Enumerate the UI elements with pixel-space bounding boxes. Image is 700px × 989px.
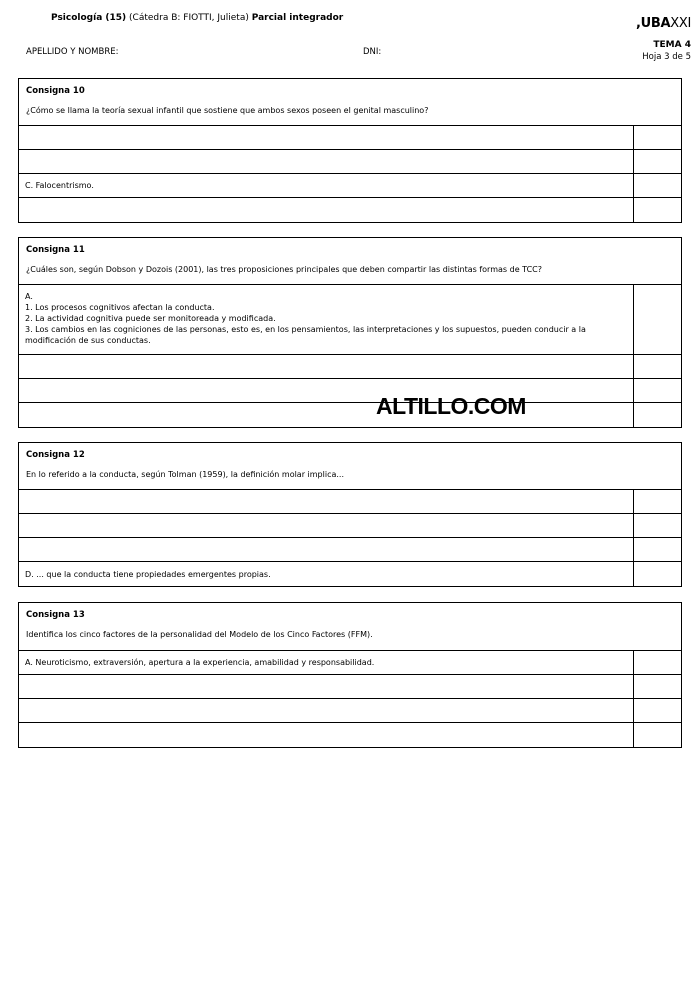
answer-row [19, 379, 681, 403]
course-name: Psicología (15) [51, 13, 127, 23]
logo-suffix: XXI [670, 16, 691, 31]
answer-row [19, 490, 681, 514]
answer-row [19, 723, 681, 747]
question-title: Consigna 10 [26, 86, 85, 96]
answer-row [19, 126, 681, 150]
answer-row [19, 562, 681, 586]
option-text [19, 126, 634, 149]
answer-line: A. [25, 292, 33, 301]
question-10 [18, 78, 682, 223]
question-text: ¿Cómo se llama la teoría sexual infantil que sostiene que ambos sexos poseen el genital masculino? [26, 106, 429, 115]
question-text: En lo referido a la conducta, según Tolman (1959), la definición molar implica... [26, 470, 345, 479]
answer-box[interactable] [634, 675, 681, 698]
option-text [19, 538, 634, 561]
answer-box[interactable] [634, 403, 681, 427]
option-text [19, 285, 634, 354]
answer-row [19, 651, 681, 675]
answer-box[interactable] [634, 285, 681, 354]
answer-line: 1. Los procesos cognitivos afectan la conducta. [25, 303, 215, 312]
option-text [19, 514, 634, 537]
answer-box[interactable] [634, 723, 681, 747]
option-text [19, 675, 634, 698]
question-header [19, 443, 681, 490]
answer-box[interactable] [634, 355, 681, 378]
answer-row [19, 150, 681, 174]
option-text: D. ... que la conducta tiene propiedades emergentes propias. [19, 562, 634, 586]
answer-line: 3. Los cambios en las cogniciones de las personas, esto es, en los pensamientos, las interpretaciones y los supuestos, pueden conducir a la modificación de sus conductas. [25, 325, 586, 345]
answer-line: 2. La actividad cognitiva puede ser monitoreada y modificada. [25, 314, 276, 323]
question-13 [18, 602, 682, 748]
question-header [19, 238, 681, 285]
answer-box[interactable] [634, 174, 681, 197]
question-title: Consigna 13 [26, 610, 85, 620]
option-text [19, 403, 634, 427]
answer-box[interactable] [634, 562, 681, 586]
option-text [19, 355, 634, 378]
answer-row [19, 675, 681, 699]
option-text [19, 723, 634, 747]
question-title: Consigna 12 [26, 450, 85, 460]
option-text [19, 699, 634, 722]
exam-type: Parcial integrador [251, 13, 344, 23]
answer-box[interactable] [634, 514, 681, 537]
option-text: C. Falocentrismo. [19, 174, 634, 197]
question-title: Consigna 11 [26, 245, 85, 255]
option-text [19, 379, 634, 402]
question-header [19, 603, 681, 651]
answer-box[interactable] [634, 379, 681, 402]
answer-box[interactable] [634, 490, 681, 513]
tema-label: TEMA 4 [653, 40, 691, 50]
answer-row [19, 355, 681, 379]
answer-row [19, 403, 681, 427]
dni-label: DNI: [363, 47, 382, 57]
answer-box[interactable] [634, 126, 681, 149]
answer-row [19, 174, 681, 198]
uba-xxi-logo: ,UBAXXI [635, 16, 691, 31]
question-text: ¿Cuáles son, según Dobson y Dozois (2001), las tres proposiciones principales que deben compartir las distintas formas de TCC? [26, 265, 542, 274]
answer-row [19, 198, 681, 222]
answer-box[interactable] [634, 699, 681, 722]
chair-name: (Cátedra B: FIOTTI, Julieta) [129, 13, 249, 23]
answer-box[interactable] [634, 150, 681, 173]
question-11 [18, 237, 682, 428]
answer-row [19, 285, 681, 355]
logo-main: UBA [640, 16, 671, 31]
answer-row [19, 514, 681, 538]
question-12 [18, 442, 682, 587]
answer-row [19, 699, 681, 723]
answer-box[interactable] [634, 538, 681, 561]
question-text: Identifica los cinco factores de la personalidad del Modelo de los Cinco Factores (FFM). [26, 630, 373, 639]
answer-box[interactable] [634, 651, 681, 674]
name-label: APELLIDO Y NOMBRE: [26, 47, 119, 57]
question-header [19, 79, 681, 126]
option-text [19, 490, 634, 513]
option-text [19, 150, 634, 173]
exam-header [51, 13, 343, 23]
option-text [19, 198, 634, 222]
answer-box[interactable] [634, 198, 681, 222]
altillo-watermark: ALTILLO.COM [376, 393, 526, 419]
page-number: Hoja 3 de 5 [642, 52, 691, 62]
answer-row [19, 538, 681, 562]
option-text: A. Neuroticismo, extraversión, apertura a la experiencia, amabilidad y responsabilidad. [19, 651, 634, 674]
